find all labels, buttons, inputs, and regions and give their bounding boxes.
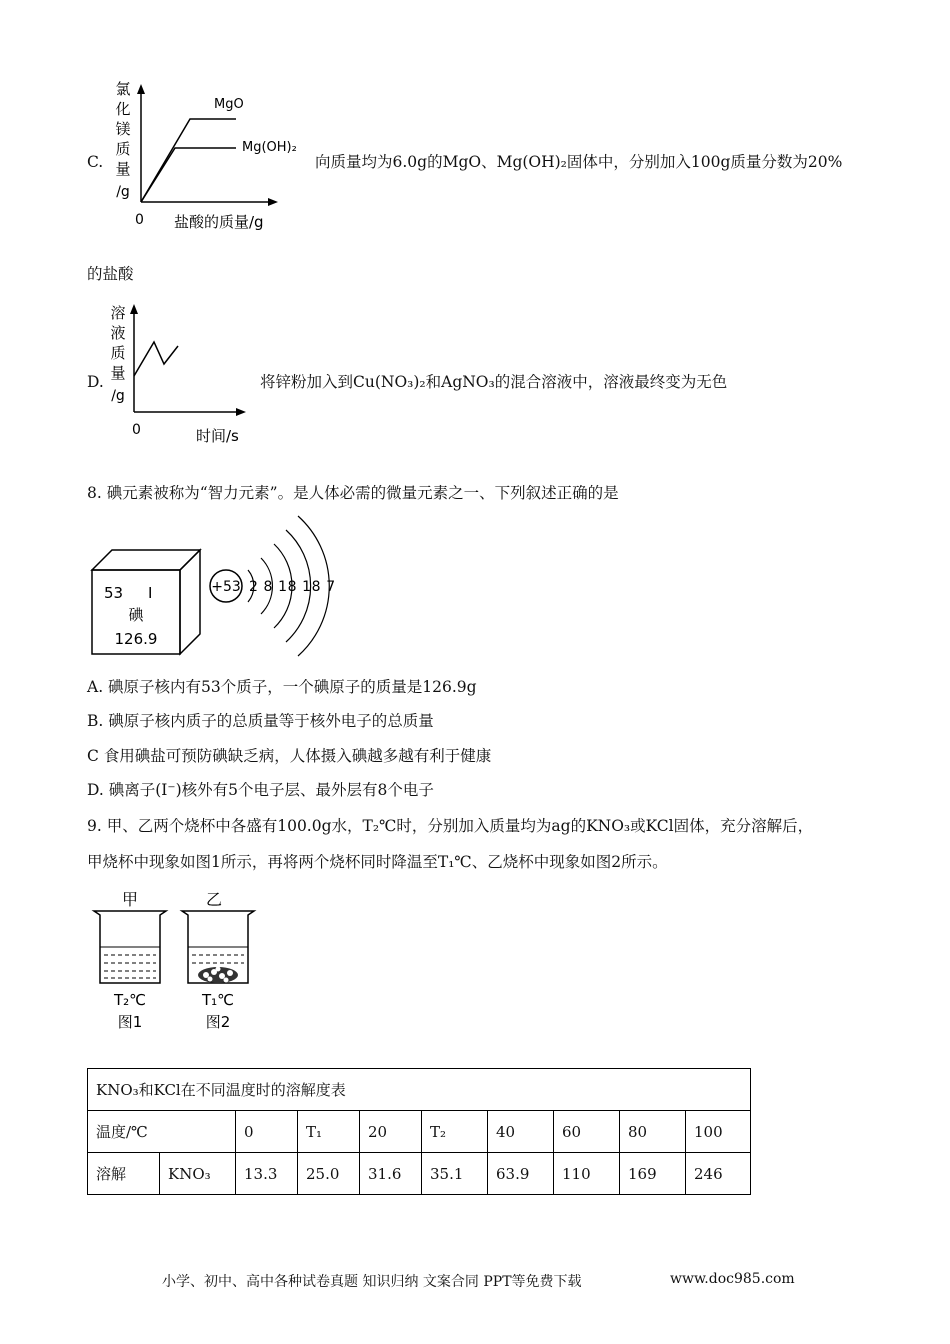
- q8-option-d: D. 碘离子(I⁻)核外有5个电子层、最外层有8个电子: [87, 781, 434, 799]
- ylabel-char: 量: [110, 364, 126, 382]
- y-axis-arrow: [137, 84, 145, 94]
- ylabel-char: 化: [115, 100, 131, 118]
- ylabel-char: 溶: [110, 304, 126, 322]
- mgoh2-label: Mg(OH)₂: [242, 140, 297, 155]
- table-cell: 169: [620, 1153, 686, 1195]
- table-cell: 40: [488, 1111, 554, 1153]
- table-cell: 246: [686, 1153, 751, 1195]
- q9-stem-line2: 甲烧杯中现象如图1所示，再将两个烧杯同时降温至T₁℃、乙烧杯中现象如图2所示。: [87, 853, 668, 871]
- table-row-label: 溶解: [88, 1153, 160, 1195]
- table-cell: 100: [686, 1111, 751, 1153]
- option-d-text: 将锌粉加入到Cu(NO₃)₂和AgNO₃的混合溶液中，溶液最终变为无色: [260, 373, 728, 391]
- mgo-line: [141, 119, 236, 202]
- solution-mass-line: [134, 342, 178, 376]
- beaker-name: 乙: [205, 890, 223, 909]
- table-cell: 110: [554, 1153, 620, 1195]
- ylabel-char: /g: [116, 184, 130, 200]
- option-d-letter: D.: [87, 373, 104, 391]
- table-row-sublabel: KNO₃: [160, 1153, 236, 1195]
- beaker-temp: T₂℃: [113, 991, 147, 1009]
- option-c-text: 向质量均为6.0g的MgO、Mg(OH)₂固体中，分别加入100g质量分数为20%: [315, 153, 843, 171]
- table-cell: 0: [236, 1111, 298, 1153]
- beaker-name: 甲: [121, 890, 139, 909]
- table-cell: 63.9: [488, 1153, 554, 1195]
- element-name: 碘: [128, 606, 144, 624]
- table-cell: 80: [620, 1111, 686, 1153]
- q8-option-a: A. 碘原子核内有53个质子，一个碘原子的质量是126.9g: [87, 678, 477, 696]
- solution-mass-graph: [106, 298, 266, 448]
- beaker-figures: [90, 885, 270, 1035]
- graph-c-xlabel: 盐酸的质量/g: [174, 213, 264, 231]
- x-axis-arrow: [268, 198, 278, 206]
- table-cell: 25.0: [298, 1153, 360, 1195]
- option-c-text-cont: 的盐酸: [87, 265, 134, 283]
- table-header-label: 温度/℃: [88, 1111, 236, 1153]
- ylabel-char: 质: [110, 344, 126, 362]
- table-title-row: [88, 1069, 751, 1111]
- solubility-table: [87, 1068, 751, 1195]
- mgo-label: MgO: [214, 97, 244, 112]
- table-cell: 31.6: [360, 1153, 422, 1195]
- beaker-yi: [182, 890, 254, 1031]
- electron-configuration: 2 8 18 18 7: [249, 579, 336, 595]
- footer-text: 小学、初中、高中各种试卷真题 知识归纳 文案合同 PPT等免费下载: [162, 1274, 582, 1290]
- ylabel-char: 质: [115, 140, 131, 158]
- q8-option-c: C 食用碘盐可预防碘缺乏病，人体摄入碘越多越有利于健康: [87, 747, 492, 765]
- ylabel-char: /g: [111, 388, 125, 404]
- q9-stem-line1: 9. 甲、乙两个烧杯中各盛有100.0g水，T₂℃时，分别加入质量均为ag的KNO₃或KCl固体，充分溶解后，: [87, 817, 814, 835]
- mgoh2-line: [141, 148, 236, 202]
- atomic-number: 53: [104, 584, 124, 602]
- nuclear-charge: +53: [211, 579, 241, 595]
- option-c-letter: C.: [87, 153, 104, 171]
- beaker-temp: T₁℃: [201, 991, 235, 1009]
- graph-d-xlabel: 时间/s: [196, 427, 239, 445]
- q8-stem: 8. 碘元素被称为“智力元素”。是人体必需的微量元素之一、下列叙述正确的是: [87, 484, 619, 502]
- q8-option-b: B. 碘原子核内质子的总质量等于核外电子的总质量: [87, 712, 434, 730]
- graph-d-ylabel: [110, 304, 125, 404]
- footer-url[interactable]: www.doc985.com: [670, 1271, 795, 1287]
- ylabel-char: 量: [115, 160, 131, 178]
- beaker-jia: [94, 890, 166, 1031]
- ylabel-char: 液: [110, 324, 126, 342]
- table-cell: 13.3: [236, 1153, 298, 1195]
- y-axis-arrow: [130, 304, 138, 314]
- table-cell: T₂: [422, 1111, 488, 1153]
- graph-c-origin: 0: [135, 212, 144, 228]
- table-cell: 35.1: [422, 1153, 488, 1195]
- ylabel-char: 氯: [115, 80, 131, 98]
- x-axis-arrow: [236, 408, 246, 416]
- cube-side: [180, 550, 200, 654]
- atomic-mass: 126.9: [114, 630, 158, 648]
- table-title: KNO₃和KCl在不同温度时的溶解度表: [88, 1069, 751, 1111]
- table-cell: T₁: [298, 1111, 360, 1153]
- table-cell: 20: [360, 1111, 422, 1153]
- table-row: [88, 1153, 751, 1195]
- ylabel-char: 镁: [115, 120, 131, 138]
- mgcl2-mass-graph: [108, 72, 308, 237]
- element-symbol: I: [148, 584, 153, 602]
- table-row: [88, 1111, 751, 1153]
- graph-c-ylabel: [115, 80, 130, 200]
- table-cell: 60: [554, 1111, 620, 1153]
- beaker-caption: 图1: [117, 1013, 143, 1031]
- iodine-element-figure: [88, 510, 338, 660]
- graph-d-origin: 0: [132, 422, 141, 438]
- beaker-caption: 图2: [205, 1013, 231, 1031]
